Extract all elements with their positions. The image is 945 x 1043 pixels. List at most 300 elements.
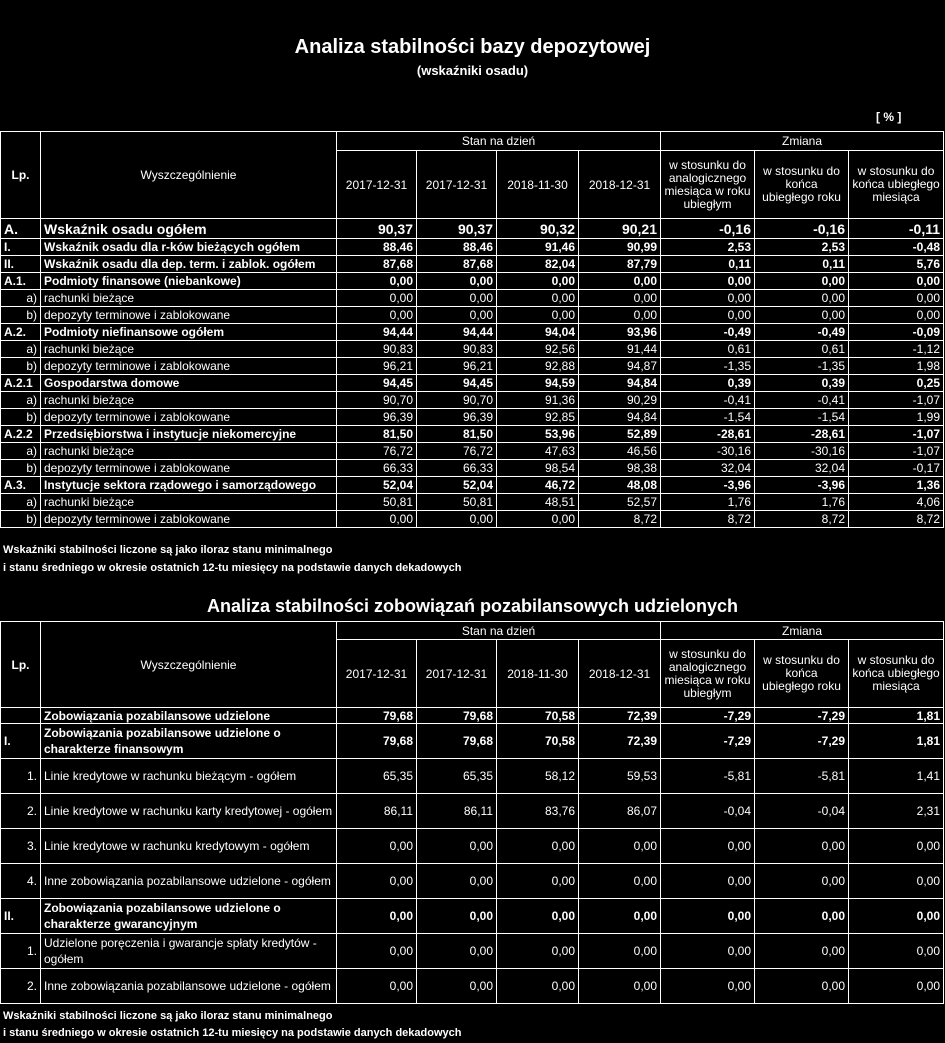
row-value: 0,00 [849, 290, 944, 307]
page-subtitle: (wskaźniki osadu) [416, 63, 529, 78]
row-value: 48,08 [579, 477, 661, 494]
row-value: -0,49 [755, 324, 849, 341]
row-lp: b) [1, 511, 41, 528]
row-lp: A.2.1 [1, 375, 41, 392]
row-value: -5,81 [755, 759, 849, 794]
row-lp: II. [1, 256, 41, 273]
row-value: 0,00 [755, 290, 849, 307]
row-value: 65,35 [337, 759, 417, 794]
row-value: 0,39 [755, 375, 849, 392]
row-label: Podmioty niefinansowe ogółem [41, 324, 337, 341]
row-value: 0,00 [417, 290, 497, 307]
row-value: 94,84 [579, 409, 661, 426]
row-lp: II. [1, 899, 41, 934]
row-value: 65,35 [417, 759, 497, 794]
table-row [1, 759, 944, 794]
row-value: 0,00 [849, 307, 944, 324]
table-row [1, 864, 944, 899]
row-label: Podmioty finansowe (niebankowe) [41, 273, 337, 290]
row-value: 59,53 [579, 759, 661, 794]
header-date-2: 2017-12-31 [417, 640, 497, 708]
row-value: 90,37 [337, 219, 417, 239]
row-value: -3,96 [755, 477, 849, 494]
row-value: 32,04 [755, 460, 849, 477]
row-value: 92,56 [497, 341, 579, 358]
header-lp: Lp. [1, 622, 41, 708]
header-lp: Lp. [1, 132, 41, 219]
row-value: 0,61 [755, 341, 849, 358]
row-value: -0,48 [849, 239, 944, 256]
table-row [1, 899, 944, 934]
header-change: Zmiana [661, 622, 944, 640]
row-value: 46,72 [497, 477, 579, 494]
row-value: 0,00 [497, 307, 579, 324]
row-value: 93,96 [579, 324, 661, 341]
row-lp: 2. [1, 969, 41, 1004]
row-value: -1,07 [849, 426, 944, 443]
table-row [1, 307, 944, 324]
header-date-1: 2017-12-31 [337, 151, 417, 219]
header-state: Stan na dzień [337, 132, 661, 151]
row-value: 0,00 [579, 273, 661, 290]
row-value: 0,00 [755, 273, 849, 290]
row-value: -28,61 [755, 426, 849, 443]
row-value: 0,00 [661, 864, 755, 899]
row-lp: a) [1, 341, 41, 358]
header-change-mom: w stosunku do końca ubiegłego miesiąca [849, 640, 944, 708]
header-state: Stan na dzień [337, 622, 661, 640]
row-value: 86,11 [417, 794, 497, 829]
row-label: Gospodarstwa domowe [41, 375, 337, 392]
row-value: 0,00 [579, 864, 661, 899]
row-value: 0,00 [337, 899, 417, 934]
row-value: 0,00 [417, 864, 497, 899]
row-value: -0,16 [755, 219, 849, 239]
row-value: 81,50 [417, 426, 497, 443]
offbalance-stability-table [0, 621, 944, 1004]
footnote-line-1b: Wskaźniki stabilności liczone są jako iloraz stanu minimalnego [3, 1010, 333, 1022]
row-value: 86,07 [579, 794, 661, 829]
row-value: 98,38 [579, 460, 661, 477]
row-value: 5,76 [849, 256, 944, 273]
row-value: 0,00 [579, 899, 661, 934]
row-value: 0,61 [661, 341, 755, 358]
row-label: Wskaźnik osadu dla dep. term. i zablok. ogółem [41, 256, 337, 273]
row-label: Zobowiązania pozabilansowe udzielone o charakterze gwarancyjnym [41, 899, 337, 934]
table-row [1, 934, 944, 969]
row-value: 1,76 [661, 494, 755, 511]
table-row [1, 324, 944, 341]
row-value: -7,29 [661, 708, 755, 724]
row-lp: A.2.2 [1, 426, 41, 443]
row-value: -0,09 [849, 324, 944, 341]
row-value: 53,96 [497, 426, 579, 443]
row-value: 1,41 [849, 759, 944, 794]
row-value: 88,46 [417, 239, 497, 256]
row-value: 0,00 [337, 273, 417, 290]
row-value: 83,76 [497, 794, 579, 829]
row-lp: b) [1, 358, 41, 375]
header-change-mom: w stosunku do końca ubiegłego miesiąca [849, 151, 944, 219]
row-value: 0,00 [579, 969, 661, 1004]
header-date-1: 2017-12-31 [337, 640, 417, 708]
row-value: 8,72 [661, 511, 755, 528]
table-row [1, 724, 944, 759]
row-value: 94,04 [497, 324, 579, 341]
row-lp: I. [1, 239, 41, 256]
table-row [1, 341, 944, 358]
row-label: Instytucje sektora rządowego i samorządowego [41, 477, 337, 494]
row-value: 0,00 [661, 969, 755, 1004]
row-value: 70,58 [497, 708, 579, 724]
row-value: 0,00 [661, 829, 755, 864]
table-row [1, 392, 944, 409]
row-value: 96,21 [337, 358, 417, 375]
row-label: rachunki bieżące [41, 290, 337, 307]
row-label: rachunki bieżące [41, 392, 337, 409]
row-value: -5,81 [661, 759, 755, 794]
row-value: 94,84 [579, 375, 661, 392]
row-value: 0,00 [337, 829, 417, 864]
row-value: 0,00 [337, 290, 417, 307]
row-value: 0,00 [417, 511, 497, 528]
row-value: 0,00 [579, 829, 661, 864]
row-value: 92,85 [497, 409, 579, 426]
row-value: 52,89 [579, 426, 661, 443]
row-value: 0,25 [849, 375, 944, 392]
row-value: 90,37 [417, 219, 497, 239]
row-label: Zobowiązania pozabilansowe udzielone [41, 708, 337, 724]
row-value: 52,04 [337, 477, 417, 494]
row-value: -30,16 [661, 443, 755, 460]
table-row [1, 273, 944, 290]
row-lp: A.3. [1, 477, 41, 494]
row-value: 0,00 [337, 969, 417, 1004]
row-value: 70,58 [497, 724, 579, 759]
header-date-2: 2017-12-31 [417, 151, 497, 219]
table-row [1, 829, 944, 864]
row-lp: a) [1, 290, 41, 307]
row-value: 1,36 [849, 477, 944, 494]
row-value: 1,76 [755, 494, 849, 511]
header-date-4: 2018-12-31 [579, 640, 661, 708]
row-value: 0,11 [755, 256, 849, 273]
table-row [1, 290, 944, 307]
row-value: 0,00 [497, 829, 579, 864]
row-value: 0,00 [661, 273, 755, 290]
row-value: 87,79 [579, 256, 661, 273]
row-value: 0,00 [661, 934, 755, 969]
row-value: 0,00 [337, 307, 417, 324]
row-value: -0,11 [849, 219, 944, 239]
row-value: -7,29 [661, 724, 755, 759]
row-value: 87,68 [337, 256, 417, 273]
row-value: 66,33 [337, 460, 417, 477]
row-value: 94,44 [417, 324, 497, 341]
footnote-line-2: i stanu średniego w okresie ostatnich 12-tu miesięcy na podstawie danych dekadowych [3, 562, 462, 574]
row-label: Linie kredytowe w rachunku bieżącym - ogółem [41, 759, 337, 794]
row-value: 0,00 [661, 899, 755, 934]
row-value: -0,16 [661, 219, 755, 239]
row-label: Inne zobowiązania pozabilansowe udzielone - ogółem [41, 864, 337, 899]
row-value: 0,00 [417, 899, 497, 934]
header-date-3: 2018-11-30 [497, 640, 579, 708]
row-lp: 4. [1, 864, 41, 899]
row-value: 79,68 [417, 724, 497, 759]
row-value: 2,53 [661, 239, 755, 256]
row-value: 94,59 [497, 375, 579, 392]
row-lp: a) [1, 494, 41, 511]
row-value: 90,70 [337, 392, 417, 409]
row-label: Zobowiązania pozabilansowe udzielone o charakterze finansowym [41, 724, 337, 759]
table-row [1, 256, 944, 273]
footnote-line-2b: i stanu średniego w okresie ostatnich 12-tu miesięcy na podstawie danych dekadowych [3, 1027, 462, 1039]
row-label: depozyty terminowe i zablokowane [41, 409, 337, 426]
row-value: 90,99 [579, 239, 661, 256]
row-value: 81,50 [337, 426, 417, 443]
header-change-ytd: w stosunku do końca ubiegłego roku [755, 151, 849, 219]
row-value: 0,00 [849, 899, 944, 934]
row-lp: b) [1, 409, 41, 426]
row-lp: a) [1, 392, 41, 409]
row-value: -1,12 [849, 341, 944, 358]
row-value: -0,04 [661, 794, 755, 829]
row-label: Przedsiębiorstwa i instytucje niekomercyjne [41, 426, 337, 443]
row-value: 72,39 [579, 708, 661, 724]
row-value: 0,39 [661, 375, 755, 392]
row-value: 86,11 [337, 794, 417, 829]
unit-label: [ % ] [876, 110, 902, 124]
row-value: 79,68 [337, 724, 417, 759]
row-value: 50,81 [337, 494, 417, 511]
row-value: 0,00 [579, 290, 661, 307]
table-row [1, 511, 944, 528]
row-value: 90,83 [417, 341, 497, 358]
row-value: 52,57 [579, 494, 661, 511]
row-value: 0,00 [417, 307, 497, 324]
row-value: 76,72 [417, 443, 497, 460]
footnote-line-1: Wskaźniki stabilności liczone są jako iloraz stanu minimalnego [3, 544, 333, 556]
row-label: Linie kredytowe w rachunku kredytowym - ogółem [41, 829, 337, 864]
row-value: 94,45 [337, 375, 417, 392]
row-value: 88,46 [337, 239, 417, 256]
row-value: 0,00 [417, 829, 497, 864]
row-value: 0,00 [497, 290, 579, 307]
row-value: 66,33 [417, 460, 497, 477]
row-value: 52,04 [417, 477, 497, 494]
row-value: -1,54 [661, 409, 755, 426]
row-value: 91,46 [497, 239, 579, 256]
row-value: -1,54 [755, 409, 849, 426]
row-value: 0,00 [849, 864, 944, 899]
table-row [1, 460, 944, 477]
row-value: 76,72 [337, 443, 417, 460]
row-value: 1,81 [849, 724, 944, 759]
row-value: 90,83 [337, 341, 417, 358]
row-value: 0,00 [755, 864, 849, 899]
row-value: 58,12 [497, 759, 579, 794]
row-value: 0,00 [417, 969, 497, 1004]
row-value: 0,00 [337, 511, 417, 528]
row-value: 0,00 [579, 307, 661, 324]
row-value: 0,00 [661, 290, 755, 307]
row-value: 90,32 [497, 219, 579, 239]
row-lp: I. [1, 724, 41, 759]
deposit-stability-table [0, 131, 944, 528]
table-row [1, 443, 944, 460]
row-value: 0,00 [579, 934, 661, 969]
row-value: 0,00 [337, 864, 417, 899]
row-label: Wskaźnik osadu ogółem [41, 219, 337, 239]
row-value: 0,00 [755, 829, 849, 864]
row-value: 72,39 [579, 724, 661, 759]
row-value: 0,00 [417, 273, 497, 290]
header-change-yoy: w stosunku do analogicznego miesiąca w roku ubiegłym [661, 151, 755, 219]
section-title: Analiza stabilności zobowiązań pozabilansowych udzielonych [206, 596, 739, 616]
header-change-yoy: w stosunku do analogicznego miesiąca w roku ubiegłym [661, 640, 755, 708]
row-value: 1,99 [849, 409, 944, 426]
row-value: 94,87 [579, 358, 661, 375]
row-value: 87,68 [417, 256, 497, 273]
row-value: 0,00 [497, 864, 579, 899]
header-change: Zmiana [661, 132, 944, 151]
table-row [1, 477, 944, 494]
table-row [1, 426, 944, 443]
table-row [1, 375, 944, 392]
row-value: -7,29 [755, 708, 849, 724]
row-value: 90,70 [417, 392, 497, 409]
row-value: -7,29 [755, 724, 849, 759]
row-value: 0,00 [497, 899, 579, 934]
row-lp: 1. [1, 934, 41, 969]
row-value: 0,00 [337, 934, 417, 969]
row-value: 0,00 [849, 934, 944, 969]
row-value: 2,53 [755, 239, 849, 256]
row-label: depozyty terminowe i zablokowane [41, 358, 337, 375]
row-value: 0,00 [755, 969, 849, 1004]
table-row [1, 494, 944, 511]
row-label: rachunki bieżące [41, 443, 337, 460]
table-row [1, 358, 944, 375]
row-value: 96,39 [337, 409, 417, 426]
row-value: 32,04 [661, 460, 755, 477]
header-change-ytd: w stosunku do końca ubiegłego roku [755, 640, 849, 708]
row-value: 2,31 [849, 794, 944, 829]
row-lp: a) [1, 443, 41, 460]
row-value: 90,21 [579, 219, 661, 239]
row-value: 0,00 [755, 899, 849, 934]
header-date-3: 2018-11-30 [497, 151, 579, 219]
row-value: 50,81 [417, 494, 497, 511]
row-value: 0,00 [417, 934, 497, 969]
row-lp: A. [1, 219, 41, 239]
row-value: 46,56 [579, 443, 661, 460]
row-value: -0,04 [755, 794, 849, 829]
row-value: 0,00 [497, 273, 579, 290]
row-label: depozyty terminowe i zablokowane [41, 511, 337, 528]
row-value: 48,51 [497, 494, 579, 511]
row-value: 0,00 [849, 969, 944, 1004]
row-value: 0,00 [497, 969, 579, 1004]
page-title: Analiza stabilności bazy depozytowej [294, 36, 651, 58]
row-value: -1,35 [661, 358, 755, 375]
table-row [1, 969, 944, 1004]
row-lp: 2. [1, 794, 41, 829]
header-item: Wyszczególnienie [41, 622, 337, 708]
row-value: 79,68 [417, 708, 497, 724]
row-value: 98,54 [497, 460, 579, 477]
row-value: -30,16 [755, 443, 849, 460]
row-value: 1,81 [849, 708, 944, 724]
row-label: Linie kredytowe w rachunku karty kredytowej - ogółem [41, 794, 337, 829]
row-value: 1,98 [849, 358, 944, 375]
row-label: depozyty terminowe i zablokowane [41, 460, 337, 477]
row-value: 82,04 [497, 256, 579, 273]
row-value: 96,21 [417, 358, 497, 375]
row-value: 8,72 [579, 511, 661, 528]
row-label: Wskaźnik osadu dla r-ków bieżących ogółem [41, 239, 337, 256]
row-label: Udzielone poręczenia i gwarancje spłaty kredytów - ogółem [41, 934, 337, 969]
row-lp [1, 708, 41, 724]
row-value: 91,44 [579, 341, 661, 358]
row-value: 91,36 [497, 392, 579, 409]
row-value: 8,72 [755, 511, 849, 528]
table-row [1, 239, 944, 256]
row-value: 92,88 [497, 358, 579, 375]
header-date-4: 2018-12-31 [579, 151, 661, 219]
row-value: 0,00 [497, 934, 579, 969]
row-value: 94,45 [417, 375, 497, 392]
row-value: 90,29 [579, 392, 661, 409]
row-value: 4,06 [849, 494, 944, 511]
table-row [1, 409, 944, 426]
row-value: 0,11 [661, 256, 755, 273]
row-value: 0,00 [849, 273, 944, 290]
header-item: Wyszczególnienie [41, 132, 337, 219]
row-value: 0,00 [755, 307, 849, 324]
row-value: -1,35 [755, 358, 849, 375]
row-value: -0,17 [849, 460, 944, 477]
row-value: -0,41 [755, 392, 849, 409]
row-label: rachunki bieżące [41, 341, 337, 358]
table-row [1, 794, 944, 829]
row-value: 0,00 [755, 934, 849, 969]
row-lp: 1. [1, 759, 41, 794]
row-label: depozyty terminowe i zablokowane [41, 307, 337, 324]
table-row [1, 708, 944, 724]
row-value: -0,49 [661, 324, 755, 341]
row-lp: b) [1, 307, 41, 324]
row-label: rachunki bieżące [41, 494, 337, 511]
row-lp: A.1. [1, 273, 41, 290]
row-value: -3,96 [661, 477, 755, 494]
row-value: 0,00 [849, 829, 944, 864]
row-label: Inne zobowiązania pozabilansowe udzielone - ogółem [41, 969, 337, 1004]
row-value: -1,07 [849, 392, 944, 409]
row-value: -28,61 [661, 426, 755, 443]
row-value: 0,00 [497, 511, 579, 528]
row-lp: 3. [1, 829, 41, 864]
table-row [1, 219, 944, 239]
row-lp: A.2. [1, 324, 41, 341]
row-value: -1,07 [849, 443, 944, 460]
row-value: 96,39 [417, 409, 497, 426]
row-value: 8,72 [849, 511, 944, 528]
row-value: 94,44 [337, 324, 417, 341]
row-lp: b) [1, 460, 41, 477]
row-value: 47,63 [497, 443, 579, 460]
row-value: 79,68 [337, 708, 417, 724]
